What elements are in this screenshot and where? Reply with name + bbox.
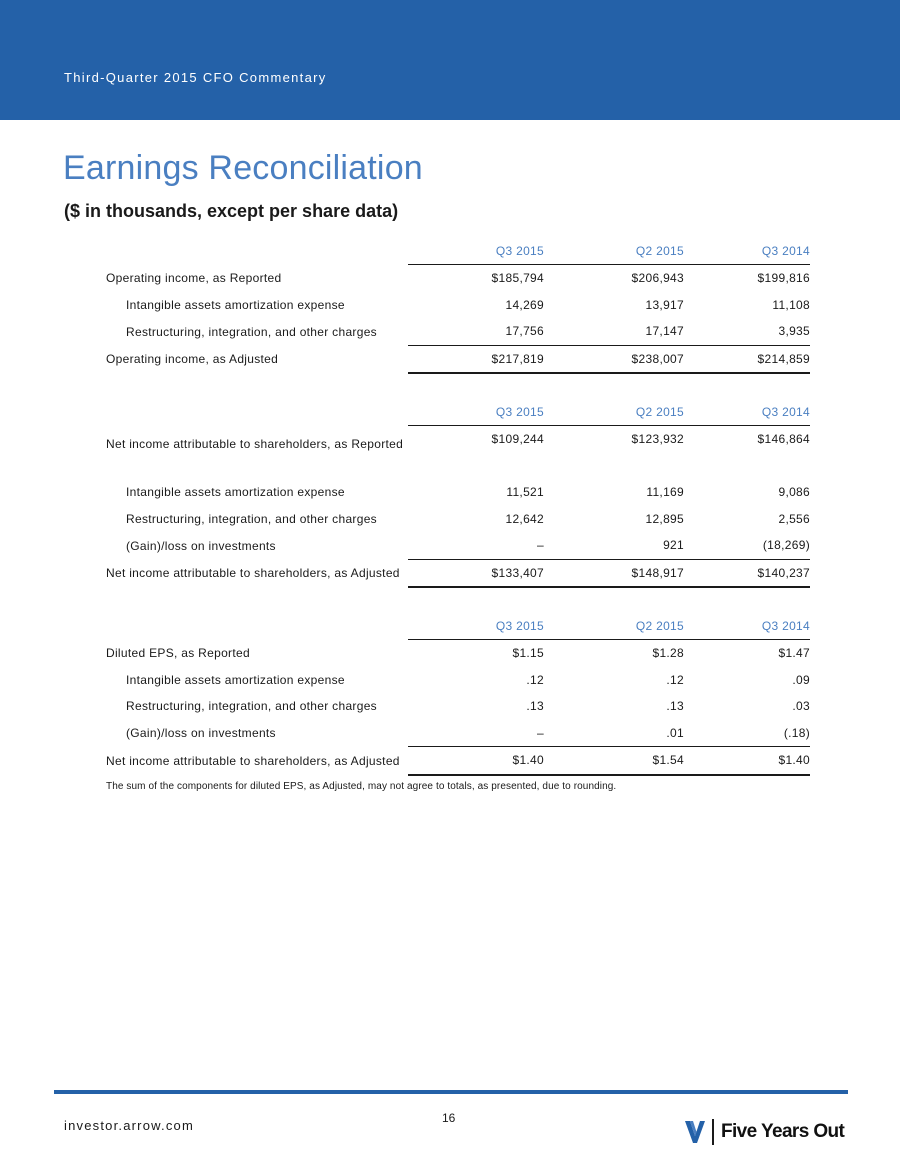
cell-value: 921 bbox=[663, 538, 684, 553]
table-header-row bbox=[106, 613, 810, 640]
cell-value: $185,794 bbox=[491, 271, 544, 286]
table-row bbox=[106, 506, 810, 533]
cell-value: 9,086 bbox=[778, 485, 810, 500]
column-header: Q3 2014 bbox=[684, 613, 810, 640]
header-spacer bbox=[106, 399, 408, 426]
column-header: Q3 2014 bbox=[684, 399, 810, 426]
cell-value: $1.28 bbox=[652, 646, 684, 661]
cell-value: (.18) bbox=[783, 725, 810, 740]
cell-value: $1.40 bbox=[684, 747, 810, 775]
table-row bbox=[106, 532, 810, 559]
cell-value: 13,917 bbox=[645, 297, 684, 312]
table-row bbox=[106, 667, 810, 694]
table-row bbox=[106, 318, 810, 345]
arrow-v-logo-icon bbox=[684, 1119, 706, 1145]
row-label: Restructuring, integration, and other charges bbox=[126, 699, 377, 714]
logo-divider bbox=[712, 1119, 714, 1145]
cell-value: $199,816 bbox=[757, 271, 810, 286]
row-label: Intangible assets amortization expense bbox=[126, 297, 345, 312]
cell-value: $206,943 bbox=[631, 271, 684, 286]
row-label: Net income attributable to shareholders, as Reported bbox=[106, 436, 404, 451]
row-label: (Gain)/loss on investments bbox=[126, 538, 276, 553]
cell-value: $133,407 bbox=[408, 559, 544, 587]
cell-value: .13 bbox=[526, 699, 544, 714]
table-row bbox=[106, 265, 810, 292]
cell-value: $1.54 bbox=[544, 747, 684, 775]
footer-divider bbox=[54, 1090, 848, 1094]
eps-table bbox=[106, 613, 810, 776]
row-label: Restructuring, integration, and other charges bbox=[126, 511, 377, 526]
document-title: Third-Quarter 2015 CFO Commentary bbox=[64, 70, 327, 85]
table-row bbox=[106, 426, 810, 480]
cell-value: 14,269 bbox=[505, 297, 544, 312]
cell-value: $148,917 bbox=[544, 559, 684, 587]
table-row bbox=[106, 479, 810, 506]
row-label: Restructuring, integration, and other charges bbox=[126, 324, 377, 339]
row-label: (Gain)/loss on investments bbox=[126, 726, 276, 740]
cell-value: $146,864 bbox=[757, 432, 810, 446]
cell-value: 3,935 bbox=[778, 324, 810, 339]
row-label: Net income attributable to shareholders, as Adjusted bbox=[106, 753, 400, 768]
row-label: Intangible assets amortization expense bbox=[126, 485, 345, 500]
table-row bbox=[106, 720, 810, 747]
column-header: Q2 2015 bbox=[544, 238, 684, 265]
cell-value: 2,556 bbox=[778, 511, 810, 526]
page-subtitle: ($ in thousands, except per share data) bbox=[64, 201, 399, 221]
column-header: Q3 2014 bbox=[684, 238, 810, 265]
cell-value: .12 bbox=[526, 672, 544, 687]
cell-value: .13 bbox=[666, 699, 684, 714]
cell-value: – bbox=[537, 538, 544, 553]
header-spacer bbox=[106, 613, 408, 640]
cell-value: 17,147 bbox=[645, 324, 684, 339]
cell-value: 12,895 bbox=[645, 511, 684, 526]
total-row bbox=[106, 747, 810, 775]
page-number: 16 bbox=[442, 1111, 456, 1125]
footnote: The sum of the components for diluted EPS, as Adjusted, may not agree to totals, as presented, due to rounding. bbox=[106, 781, 617, 792]
row-label: Net income attributable to shareholders, as Adjusted bbox=[106, 566, 400, 580]
cell-value: 11,108 bbox=[772, 297, 810, 312]
logo-text: Five Years Out bbox=[721, 1121, 845, 1142]
column-header: Q3 2015 bbox=[408, 399, 544, 426]
net-income-table bbox=[106, 399, 810, 588]
operating-income-table bbox=[106, 238, 810, 374]
cell-value: .09 bbox=[792, 672, 810, 687]
row-label: Operating income, as Reported bbox=[106, 271, 282, 285]
brand-logo bbox=[684, 1118, 844, 1146]
column-header: Q2 2015 bbox=[544, 399, 684, 426]
footer-url-link[interactable]: investor.arrow.com bbox=[64, 1118, 194, 1133]
cell-value: $140,237 bbox=[684, 559, 810, 587]
header-band bbox=[0, 0, 900, 120]
cell-value: 12,642 bbox=[505, 511, 544, 526]
cell-value: .03 bbox=[792, 699, 810, 714]
total-row bbox=[106, 345, 810, 373]
cell-value: $238,007 bbox=[544, 345, 684, 373]
table-header-row bbox=[106, 238, 810, 265]
cell-value: 11,521 bbox=[506, 485, 544, 500]
row-label: Intangible assets amortization expense bbox=[126, 672, 345, 687]
page-title: Earnings Reconciliation bbox=[63, 149, 423, 187]
cell-value: $123,932 bbox=[631, 432, 684, 446]
column-header: Q3 2015 bbox=[408, 613, 544, 640]
cell-value: $1.47 bbox=[778, 646, 810, 661]
row-label: Operating income, as Adjusted bbox=[106, 352, 279, 366]
cell-value: $217,819 bbox=[408, 345, 544, 373]
table-header-row bbox=[106, 399, 810, 426]
cell-value: (18,269) bbox=[762, 538, 810, 553]
header-spacer bbox=[106, 238, 408, 265]
row-label: Diluted EPS, as Reported bbox=[106, 646, 250, 660]
total-row bbox=[106, 559, 810, 587]
cell-value: 11,169 bbox=[646, 485, 684, 500]
cell-value: .12 bbox=[666, 672, 684, 687]
column-header: Q3 2015 bbox=[408, 238, 544, 265]
column-header: Q2 2015 bbox=[544, 613, 684, 640]
cell-value: .01 bbox=[666, 725, 684, 740]
cell-value: – bbox=[537, 725, 544, 740]
cell-value: $109,244 bbox=[491, 432, 544, 446]
table-row bbox=[106, 292, 810, 319]
cell-value: 17,756 bbox=[505, 324, 544, 339]
cell-value: $1.15 bbox=[512, 646, 544, 661]
table-row bbox=[106, 640, 810, 667]
table-row bbox=[106, 693, 810, 720]
cell-value: $214,859 bbox=[684, 345, 810, 373]
cell-value: $1.40 bbox=[408, 747, 544, 775]
